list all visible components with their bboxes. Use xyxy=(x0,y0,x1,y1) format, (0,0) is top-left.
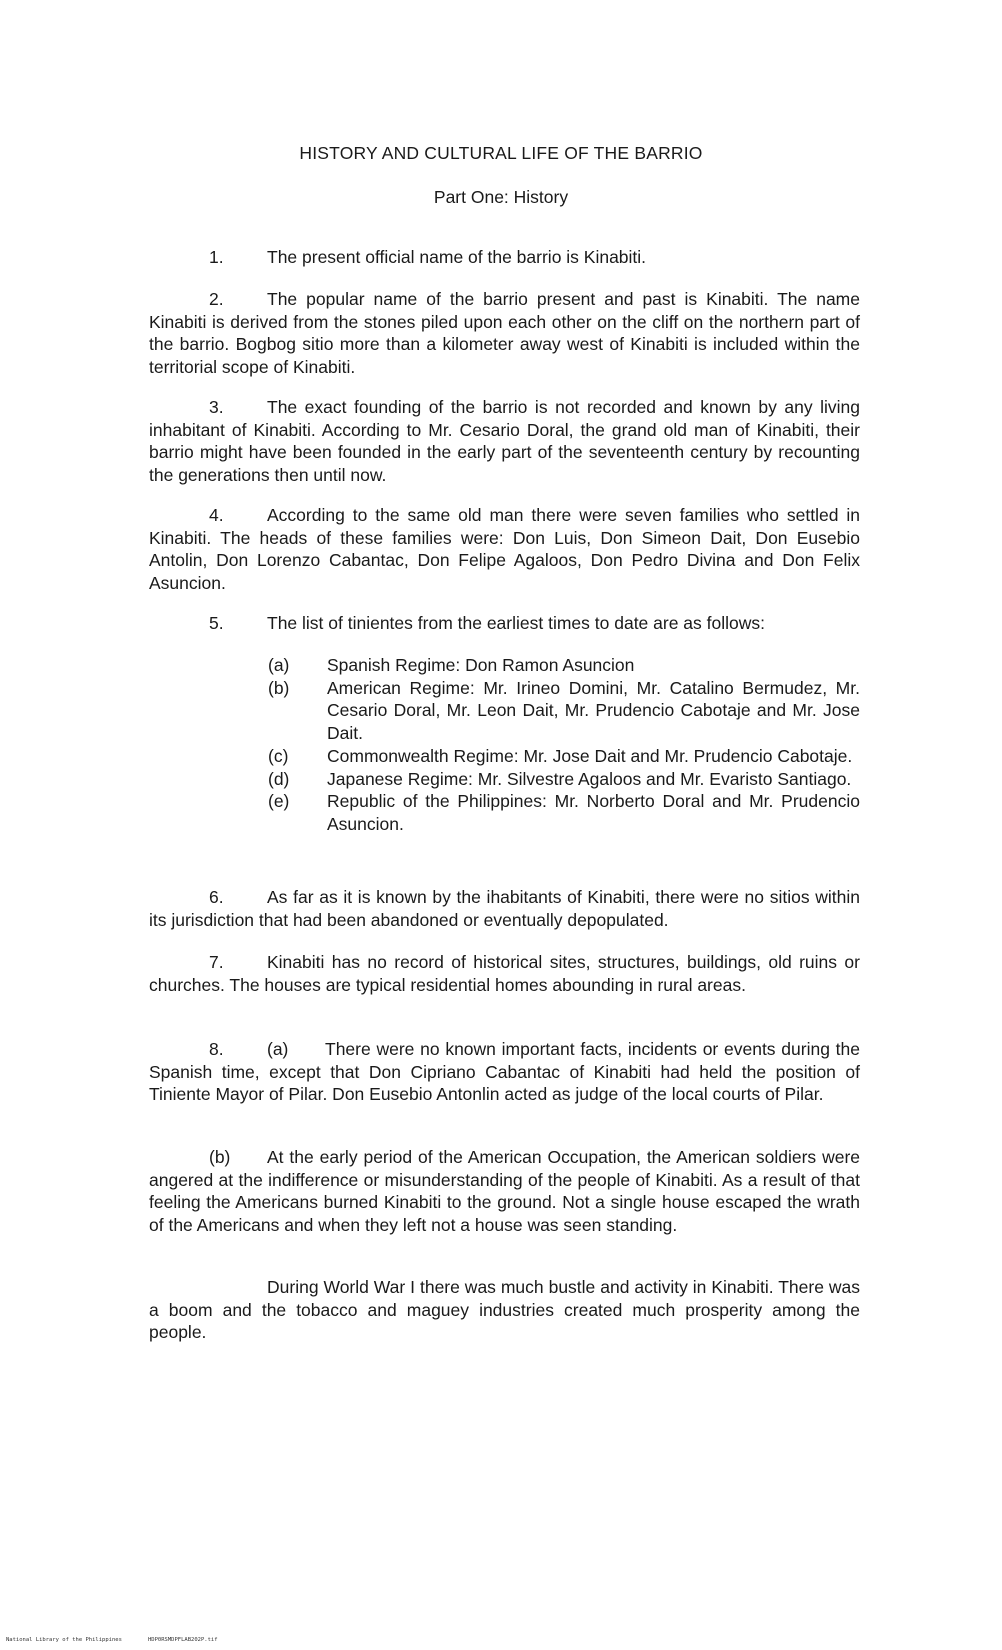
paragraph-number: 4. xyxy=(209,505,224,525)
list-item xyxy=(268,745,860,768)
list-item-text: American Regime: Mr. Irineo Domini, Mr. Catalino Bermudez, Mr. Cesario Doral, Mr. Leon Dait, Mr. Prudencio Cabotaje and Mr. Jose Dait. xyxy=(327,677,860,744)
paragraph-3 xyxy=(149,396,860,487)
footer-library-stamp: National Library of the Philippines xyxy=(6,1637,122,1643)
list-item-letter: (d) xyxy=(268,768,290,789)
list-item xyxy=(268,790,860,835)
paragraph-1 xyxy=(209,246,646,269)
paragraph-text: At the early period of the American Occupation, the American soldiers were angered at the indifference or misunderstanding of the people of Kinabiti. As a result of that feeling the Americans burned Kinabiti to the ground. Not a single house escaped the wrath of the Americans and when they left not a house was seen standing. xyxy=(149,1147,860,1236)
paragraph-text: The present official name of the barrio is Kinabiti. xyxy=(267,247,647,267)
paragraph-letter: (a) xyxy=(267,1039,289,1059)
document-subtitle: Part One: History xyxy=(433,187,569,207)
paragraph-5 xyxy=(209,612,765,635)
list-item-letter: (a) xyxy=(268,655,290,675)
list-item-letter: (c) xyxy=(268,745,289,766)
paragraph-number: 6. xyxy=(209,887,224,907)
paragraph-7 xyxy=(149,951,860,996)
paragraph-4 xyxy=(149,504,860,595)
paragraph-8a xyxy=(149,1038,860,1106)
footer-file-id: HDP0RSMDPFLAB202P.tif xyxy=(148,1637,218,1643)
paragraph-number: 7. xyxy=(209,952,224,972)
paragraph-text: The list of tinientes from the earliest times to date are as follows: xyxy=(267,613,765,633)
list-item-text: Commonwealth Regime: Mr. Jose Dait and Mr. Prudencio Cabotaje. xyxy=(327,745,853,766)
paragraph-9 xyxy=(149,1276,860,1344)
document-title: HISTORY AND CULTURAL LIFE OF THE BARRIO xyxy=(299,143,703,163)
paragraph-text: Kinabiti has no record of historical sites, structures, buildings, old ruins or churches. The houses are typical residential homes abounding in rural areas. xyxy=(149,952,860,995)
list-item xyxy=(268,768,860,791)
paragraph-text: There were no known important facts, incidents or events during the Spanish time, except that Don Cipriano Cabantac of Kinabiti had held the position of Tiniente Mayor of Pilar. Don Eusebio Antonlin acted as judge of the local courts of Pilar. xyxy=(149,1039,860,1105)
list-item-letter: (e) xyxy=(268,791,290,812)
paragraph-text: The popular name of the barrio present and past is Kinabiti. The name Kinabiti is derived from the stones piled upon each other on the cliff on the northern part of the barrio. Bogbog sitio more than a kilometer away west of Kinabiti is included within the territorial scope of Kinabiti. xyxy=(149,289,860,378)
paragraph-6 xyxy=(149,886,860,931)
list-item-text: Spanish Regime: Don Ramon Asuncion xyxy=(327,655,635,675)
paragraph-letter: (b) xyxy=(209,1147,231,1167)
paragraph-number: 3. xyxy=(209,397,224,417)
paragraph-number: 8. xyxy=(209,1039,224,1059)
paragraph-text: According to the same old man there were seven families who settled in Kinabiti. The heads of these families were: Don Luis, Don Simeon Dait, Don Eusebio Antolin, Don Lorenzo Cabantac, Don Felipe Agaloos, Don Pedro Divina and Don Felix Asuncion. xyxy=(149,505,860,594)
paragraph-number: 1. xyxy=(209,247,224,267)
paragraph-number: 5. xyxy=(209,613,224,633)
list-item xyxy=(268,654,860,677)
paragraph-text: The exact founding of the barrio is not recorded and known by any living inhabitant of Kinabiti. According to Mr. Cesario Doral, the grand old man of Kinabiti, their barrio might have been founded in the early part of the seventeenth century by recounting the generations then until now. xyxy=(149,397,860,486)
paragraph-text: During World War I there was much bustle and activity in Kinabiti. There was a boom and the tobacco and maguey industries created much prosperity among the people. xyxy=(149,1277,860,1343)
paragraph-8b xyxy=(149,1146,860,1237)
paragraph-number: 2. xyxy=(209,289,224,309)
tinientes-list xyxy=(268,654,860,836)
list-item-text: Republic of the Philippines: Mr. Norberto Doral and Mr. Prudencio Asuncion. xyxy=(327,791,860,834)
list-item xyxy=(268,677,860,745)
list-item-text: Japanese Regime: Mr. Silvestre Agaloos and Mr. Evaristo Santiago. xyxy=(327,768,852,789)
paragraph-2 xyxy=(149,288,860,379)
list-item-letter: (b) xyxy=(268,677,290,698)
paragraph-text: As far as it is known by the ihabitants of Kinabiti, there were no sitios within its jurisdiction that had been abandoned or eventually depopulated. xyxy=(149,887,860,930)
